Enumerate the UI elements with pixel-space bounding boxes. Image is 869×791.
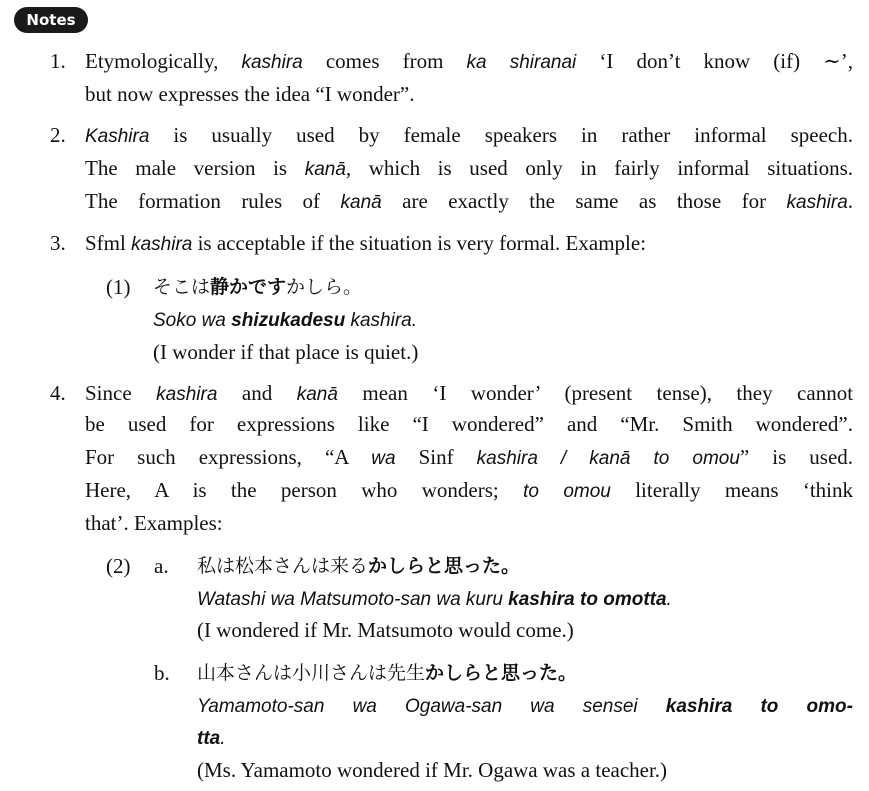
note-4-line-2: be used for expressions like “I wondered” and “Mr. Smith wondered”. (85, 412, 853, 436)
example-2b-translation: (Ms. Yamamoto wondered if Mr. Ogawa was a teacher.) (197, 758, 668, 782)
note-1-number: 1. (50, 49, 66, 73)
note-4-line-4: Here, A is the person who wonders; to omou literally means ‘think (85, 478, 854, 502)
note-4-line-3: For such expressions, “A wa Sinf kashira / kanā to omou” is used. (85, 445, 854, 469)
note-4-number: 4. (50, 381, 66, 405)
note-4-line-5: that’. Examples: (85, 511, 223, 535)
note-4-line-1: Since kashira and kanā mean ‘I wonder’ (present tense), they cannot (85, 381, 854, 405)
note-3-line-1: Sfml kashira is acceptable if the situation is very formal. Example: (85, 231, 647, 255)
example-1-label: (1) (106, 275, 131, 299)
example-2b-romaji-line-1: Yamamoto-san wa Ogawa-san wa sensei kashira to omo- (197, 696, 853, 717)
example-2a-japanese: 私は松本さんは来るかしらと思った。 (197, 555, 521, 577)
note-1-line-1: Etymologically, kashira comes from ka shiranai ‘I don’t know (if) ∼’, (85, 49, 854, 73)
note-3-number: 3. (50, 231, 66, 255)
example-2b-japanese: 山本さんは小川さんは先生かしらと思った。 (197, 662, 578, 684)
example-2b-label: b. (154, 661, 170, 685)
note-2-number: 2. (50, 123, 66, 147)
note-2-line-1: Kashira is usually used by female speakers in rather informal speech. (85, 123, 853, 147)
example-2-label: (2) (106, 554, 131, 578)
example-2b-romaji-line-2: tta. (197, 728, 226, 749)
example-1-japanese: そこは静かですかしら。 (153, 276, 363, 298)
notes-badge: Notes (14, 7, 88, 33)
example-1-translation: (I wonder if that place is quiet.) (153, 340, 419, 364)
note-2-line-2: The male version is kanā, which is used only in fairly informal situations. (85, 156, 853, 180)
example-2a-translation: (I wondered if Mr. Matsumoto would come.) (197, 618, 574, 642)
example-1-romaji: Soko wa shizukadesu kashira. (153, 310, 418, 331)
note-1-line-2: but now expresses the idea “I wonder”. (85, 82, 415, 106)
note-2-line-3: The formation rules of kanā are exactly the same as those for kashira. (85, 189, 854, 213)
example-2a-label: a. (154, 554, 169, 578)
example-2a-romaji: Watashi wa Matsumoto-san wa kuru kashira to omotta. (197, 589, 672, 610)
